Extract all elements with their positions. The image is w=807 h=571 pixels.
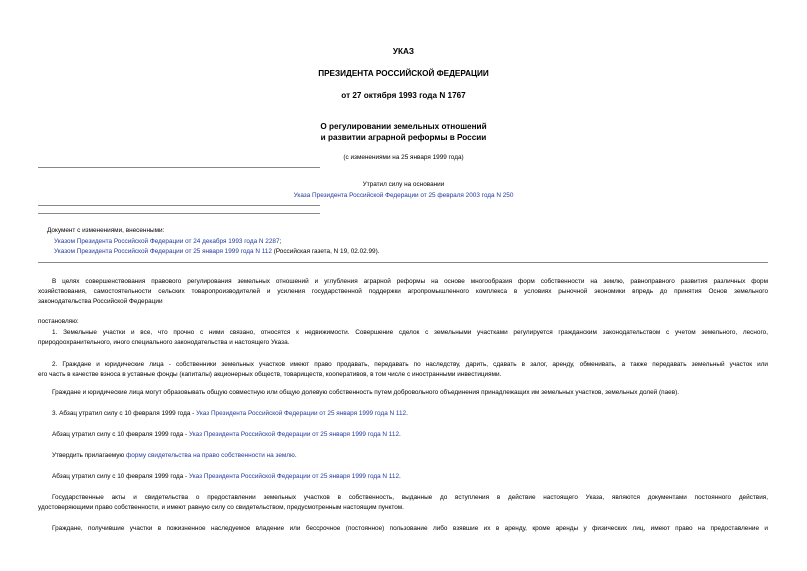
issuer-heading: ПРЕЗИДЕНТА РОССИЙСКОЙ ФЕДЕРАЦИИ — [318, 69, 489, 78]
paragraph-3: 3. Абзац утратил силу с 10 февраля 1999 года - Указ Президента Российской Федерации от 25 января 1999 года N 112. — [52, 410, 408, 417]
changes-item-2: Указом Президента Российской Федерации от 25 января 1999 года N 112 (Российская газета, N 19, 02.02.99). — [54, 248, 380, 255]
change-decree-link-1[interactable]: Указом Президента Российской Федерации от 24 декабря 1993 года N 2287 — [54, 238, 280, 245]
paragraph-6: Абзац утратил силу с 10 февраля 1999 года - Указ Президента Российской Федерации от 25 января 1999 года N 112. — [52, 473, 401, 480]
amendment-decree-link[interactable]: Указ Президента Российской Федерации от 25 января 1999 года N 112 — [188, 431, 399, 438]
changes-item-1: Указом Президента Российской Федерации от 24 декабря 1993 года N 2287; — [54, 238, 282, 245]
date-number-heading: от 27 октября 1993 года N 1767 — [341, 91, 466, 100]
paragraph-8: Граждане, получившие участки в пожизненное наследуемое владение или бессрочное (постоянное) пользование либо взявшие их в аренду, кроме аренды у физических лиц, имеют право на предоставление и — [52, 525, 768, 532]
paragraph-2: 2. Граждане и юридические лица - собственники земельных участков имеют право продавать, передавать по наследству, дарить, сдавать в залог, аренду, обменивать, а также передавать земельный участок или его часть в качестве взноса в уставные фонды (капиталы) акционерных обществ, товариществ, кооперативов, в том числе с иностранными инвестициями. — [38, 361, 768, 378]
separator-rule — [38, 167, 320, 168]
repeal-link-line — [0, 192, 807, 199]
title-line-1: О регулировании земельных отношений — [320, 122, 487, 131]
paragraph-5: Утвердить прилагаемую форму свидетельства на право собственности на землю. — [52, 452, 297, 459]
paragraph-2b: Граждане и юридические лица могут образовывать общую совместную или общую долевую собственность путем добровольного объединения принадлежащих им земельных участков, земельных долей (паев). — [52, 389, 680, 396]
paragraph-7: Государственные акты и свидетельства о предоставлении земельных участков в собственность, выданные до вступления в действие настоящего Указа, являются документами постоянного действия, удостоверяющими право собственности, и имеют равную силу со свидетельством, предусмотренным настоящим пунктом. — [38, 494, 768, 511]
certificate-form-link[interactable]: форму свидетельства на право собственности на землю — [126, 452, 295, 459]
separator-rule — [38, 213, 320, 214]
repeal-decree-link[interactable]: Указа Президента Российской Федерации от 25 февраля 2003 года N 250 — [293, 192, 514, 199]
changes-intro: Документ с изменениями, внесенными: — [47, 227, 165, 234]
amendment-note: (с изменениями на 25 января 1999 года) — [343, 154, 464, 161]
repeal-text: Утратил силу на основании — [362, 181, 445, 188]
title-line-2: и развитии аграрной реформы в России — [320, 133, 487, 142]
paragraph-4: Абзац утратил силу с 10 февраля 1999 года - Указ Президента Российской Федерации от 25 января 1999 года N 112. — [52, 431, 401, 438]
amendment-decree-link[interactable]: Указ Президента Российской Федерации от 25 января 1999 года N 112 — [188, 473, 399, 480]
preamble-paragraph: В целях совершенствования правового регулирования земельных отношений и углубления аграрной реформы на основе многообразия форм собственности на землю, равноправного развития различных форм хозяйствования, самостоятельности сельских товаропроизводителей и усиления государственной поддержки агропромышленного комплекса в условиях рыночной экономики впредь до принятия Основ земельного законодательства Российской Федерации — [38, 278, 768, 305]
separator-rule — [38, 262, 768, 263]
decree-word: постановляю: — [38, 318, 79, 325]
amendment-decree-link[interactable]: Указ Президента Российской Федерации от 25 января 1999 года N 112 — [196, 410, 407, 417]
change-decree-link-2[interactable]: Указом Президента Российской Федерации от 25 января 1999 года N 112 — [54, 248, 272, 255]
paragraph-1: 1. Земельные участки и все, что прочно с ними связано, относятся к недвижимости. Совершение сделок с земельными участками регулируется гражданским законодательством с учетом земельного, лесного, природоохранительного, иного специального законодательства и настоящего Указа. — [38, 329, 768, 346]
separator-rule — [38, 205, 320, 206]
doc-type-heading: УКАЗ — [392, 47, 415, 56]
